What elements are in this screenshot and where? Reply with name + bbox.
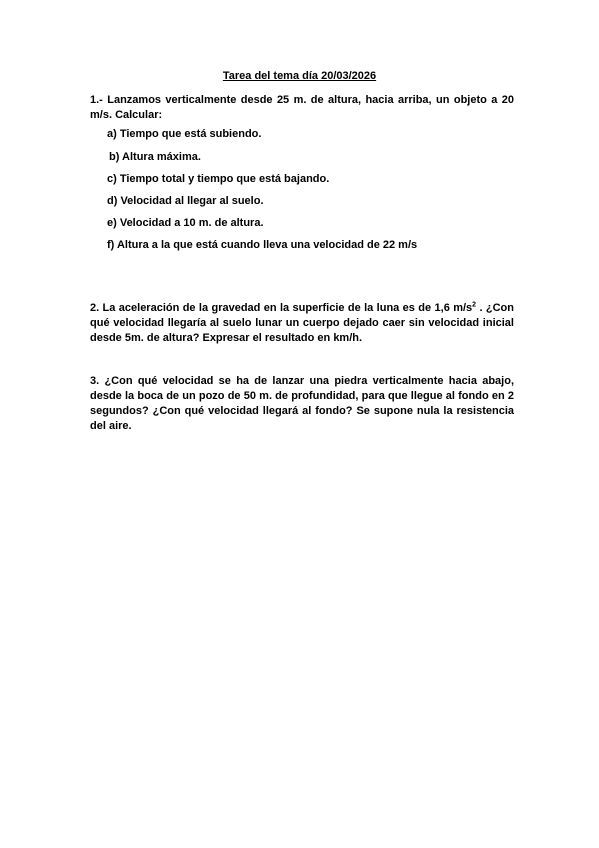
question-1-option-c: c) Tiempo total y tiempo que está bajando. [107, 173, 330, 185]
question-1-option-a: a) Tiempo que está subiendo. [107, 128, 262, 140]
question-1-option-d: d) Velocidad al llegar al suelo. [107, 195, 264, 207]
question-2-exponent: 2 [472, 301, 477, 309]
question-3-text: 3. ¿Con qué velocidad se ha de lanzar una piedra verticalmente hacia abajo, desde la boca de un pozo de 50 m. de profundidad, para que llegue al fondo en 2 segundos? ¿Con qué velocidad llegará al fondo? Se supone nula la resistencia del aire. [90, 375, 514, 432]
question-2-text-start: 2. La aceleración de la gravedad en la superficie de la luna es de 1,6 m/s [90, 302, 473, 314]
question-1-text: 1.- Lanzamos verticalmente desde 25 m. de altura, hacia arriba, un objeto a 20 m/s. Calcular: [90, 94, 514, 121]
question-1-option-b: b) Altura máxima. [109, 151, 201, 163]
document-title: Tarea del tema día 20/03/2026 [222, 70, 377, 82]
question-1-option-f: f) Altura a la que está cuando lleva una velocidad de 22 m/s [107, 239, 418, 251]
question-2 [90, 301, 514, 346]
question-2-text-end: . ¿Con qué velocidad llegaría al suelo lunar un cuerpo dejado caer sin velocidad inicial desde 5m. de altura? Expresar el resultado en km/h. [90, 302, 514, 344]
question-1-option-e: e) Velocidad a 10 m. de altura. [107, 217, 264, 229]
